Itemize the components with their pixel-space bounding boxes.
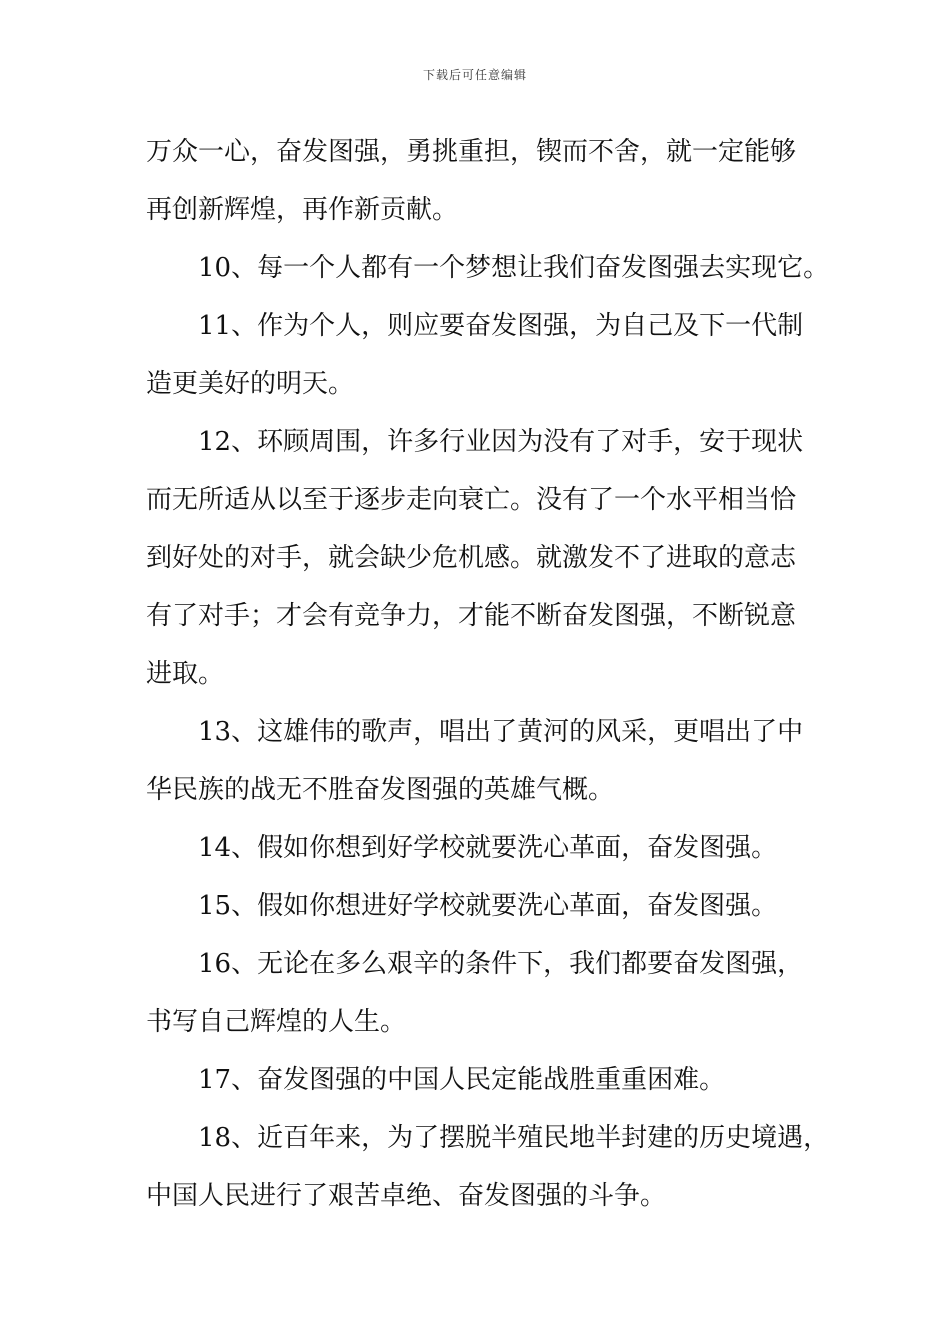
paragraph-line: 中国人民进行了艰苦卓绝、奋发图强的斗争。 [146, 1181, 667, 1211]
paragraph-line: 万众一心，奋发图强，勇挑重担，锲而不舍，就一定能够 [146, 137, 797, 167]
paragraph-line: 18、近百年来，为了摆脱半殖民地半封建的历史境遇， [198, 1123, 830, 1153]
paragraph-line: 17、奋发图强的中国人民定能战胜重重困难。 [198, 1065, 726, 1095]
paragraph-line: 到好处的对手，就会缺少危机感。就激发不了进取的意志 [146, 543, 797, 573]
paragraph-line: 14、假如你想到好学校就要洗心革面，奋发图强。 [198, 833, 778, 863]
paragraph-line: 10、每一个人都有一个梦想让我们奋发图强去实现它。 [198, 253, 830, 283]
paragraph-line: 进取。 [146, 659, 225, 689]
page-header-note: 下载后可任意编辑 [422, 68, 527, 82]
paragraph-line: 造更美好的明天。 [146, 369, 355, 399]
paragraph-line: 书写自己辉煌的人生。 [146, 1007, 407, 1037]
paragraph-line: 华民族的战无不胜奋发图强的英雄气概。 [146, 775, 615, 805]
paragraph-line: 15、假如你想进好学校就要洗心革面，奋发图强。 [198, 891, 778, 921]
paragraph-line: 有了对手；才会有竞争力，才能不断奋发图强，不断锐意 [146, 601, 797, 631]
document-body [146, 128, 830, 1230]
paragraph-line: 13、这雄伟的歌声，唱出了黄河的风采，更唱出了中 [198, 717, 804, 747]
paragraph-line: 11、作为个人，则应要奋发图强，为自己及下一代制 [198, 311, 804, 341]
paragraph-line: 而无所适从以至于逐步走向衰亡。没有了一个水平相当恰 [146, 485, 797, 515]
paragraph-line: 16、无论在多么艰辛的条件下，我们都要奋发图强， [198, 949, 804, 979]
paragraph-line: 再创新辉煌，再作新贡献。 [146, 195, 459, 225]
paragraph-line: 12、环顾周围，许多行业因为没有了对手，安于现状 [198, 427, 804, 457]
